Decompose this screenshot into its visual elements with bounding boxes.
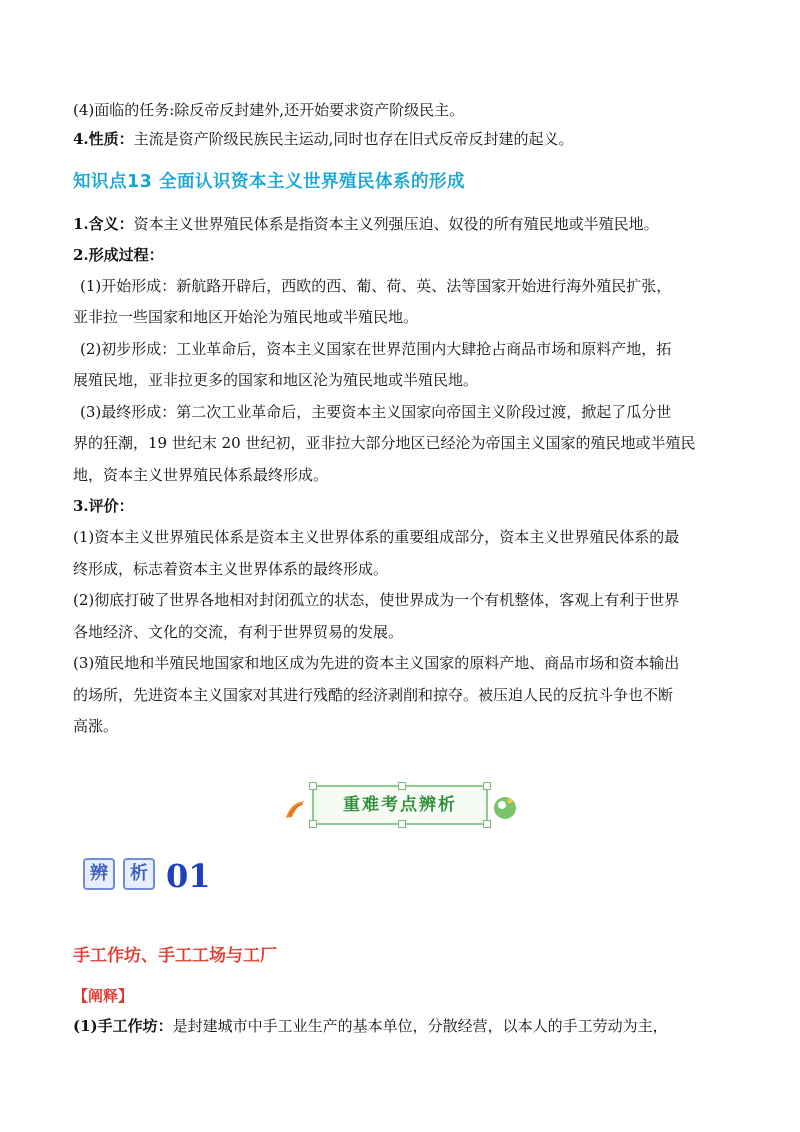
process-line: (3)最终形成：第二次工业革命后，主要资本主义国家向帝国主义阶段过渡，掀起了瓜分世 bbox=[80, 403, 672, 421]
process-line: 展殖民地，亚非拉更多的国家和地区沦为殖民地或半殖民地。 bbox=[73, 371, 479, 389]
eval-line: 的场所，先进资本主义国家对其进行残酷的经济剥削和掠夺。被压迫人民的反抗斗争也不断 bbox=[73, 686, 674, 704]
eval-line: (3)殖民地和半殖民地国家和地区成为先进的资本主义国家的原料产地、商品市场和资本输出 bbox=[73, 654, 680, 672]
nature-text: 主流是资产阶级民族民主运动,同时也存在旧式反帝反封建的起义。 bbox=[133, 130, 574, 148]
process-line: 地，资本主义世界殖民体系最终形成。 bbox=[73, 466, 329, 484]
item1-label: (1)手工作坊： bbox=[73, 1017, 173, 1035]
process-line: 界的狂潮，19 世纪末 20 世纪初，亚非拉大部分地区已经沦为帝国主义国家的殖民地或半殖民 bbox=[73, 434, 696, 452]
item1-text: 是封建城市中手工业生产的基本单位，分散经营，以本人的手工劳动为主， bbox=[172, 1017, 668, 1035]
eval-line: (1)资本主义世界殖民体系是资本主义世界体系的重要组成部分，资本主义世界殖民体系的最 bbox=[73, 528, 680, 546]
process-line: (1)开始形成：新航路开辟后，西欧的西、葡、荷、英、法等国家开始进行海外殖民扩张， bbox=[80, 277, 672, 295]
corner-handle bbox=[483, 782, 491, 790]
meaning-line bbox=[73, 213, 733, 235]
task-line: (4)面临的任务:除反帝反封建外,还开始要求资产阶级民主。 bbox=[73, 101, 465, 119]
corner-handle bbox=[309, 820, 317, 828]
banner-text: 重难考点辨析 bbox=[343, 795, 457, 815]
analysis-number: 01 bbox=[166, 857, 211, 895]
explain-label: 【阐释】 bbox=[73, 987, 134, 1005]
meaning-text: 资本主义世界殖民体系是指资本主义列强压迫、奴役的所有殖民地或半殖民地。 bbox=[133, 215, 659, 233]
nature-line bbox=[73, 128, 733, 150]
meaning-label: 1.含义： bbox=[73, 215, 134, 233]
corner-handle bbox=[309, 782, 317, 790]
item1-line bbox=[73, 1015, 733, 1037]
process-line: (2)初步形成：工业革命后，资本主义国家在世界范围内大肆抢占商品市场和原料产地，拓 bbox=[80, 340, 672, 358]
process-line: 亚非拉一些国家和地区开始沦为殖民地或半殖民地。 bbox=[73, 308, 419, 326]
edge-handle bbox=[398, 820, 406, 828]
nature-label: 4.性质： bbox=[73, 130, 134, 148]
analysis-tag-char: 辨 bbox=[83, 858, 115, 890]
section-heading: 知识点13 全面认识资本主义世界殖民体系的形成 bbox=[73, 172, 465, 192]
eval-line: 终形成，标志着资本主义世界体系的最终形成。 bbox=[73, 560, 389, 578]
topic-title: 手工作坊、手工工场与工厂 bbox=[73, 946, 277, 966]
edge-handle bbox=[398, 782, 406, 790]
eval-label: 3.评价： bbox=[73, 497, 134, 515]
eval-line: 各地经济、文化的交流，有利于世界贸易的发展。 bbox=[73, 623, 404, 641]
circle-decoration-icon bbox=[490, 792, 520, 822]
eval-line: (2)彻底打破了世界各地相对封闭孤立的状态，使世界成为一个有机整体，客观上有利于世界 bbox=[73, 591, 680, 609]
key-points-banner bbox=[312, 785, 488, 825]
process-label: 2.形成过程： bbox=[73, 246, 164, 264]
analysis-tag-char: 析 bbox=[123, 858, 155, 890]
leaf-decoration-icon bbox=[283, 796, 309, 822]
eval-line: 高涨。 bbox=[73, 717, 119, 735]
